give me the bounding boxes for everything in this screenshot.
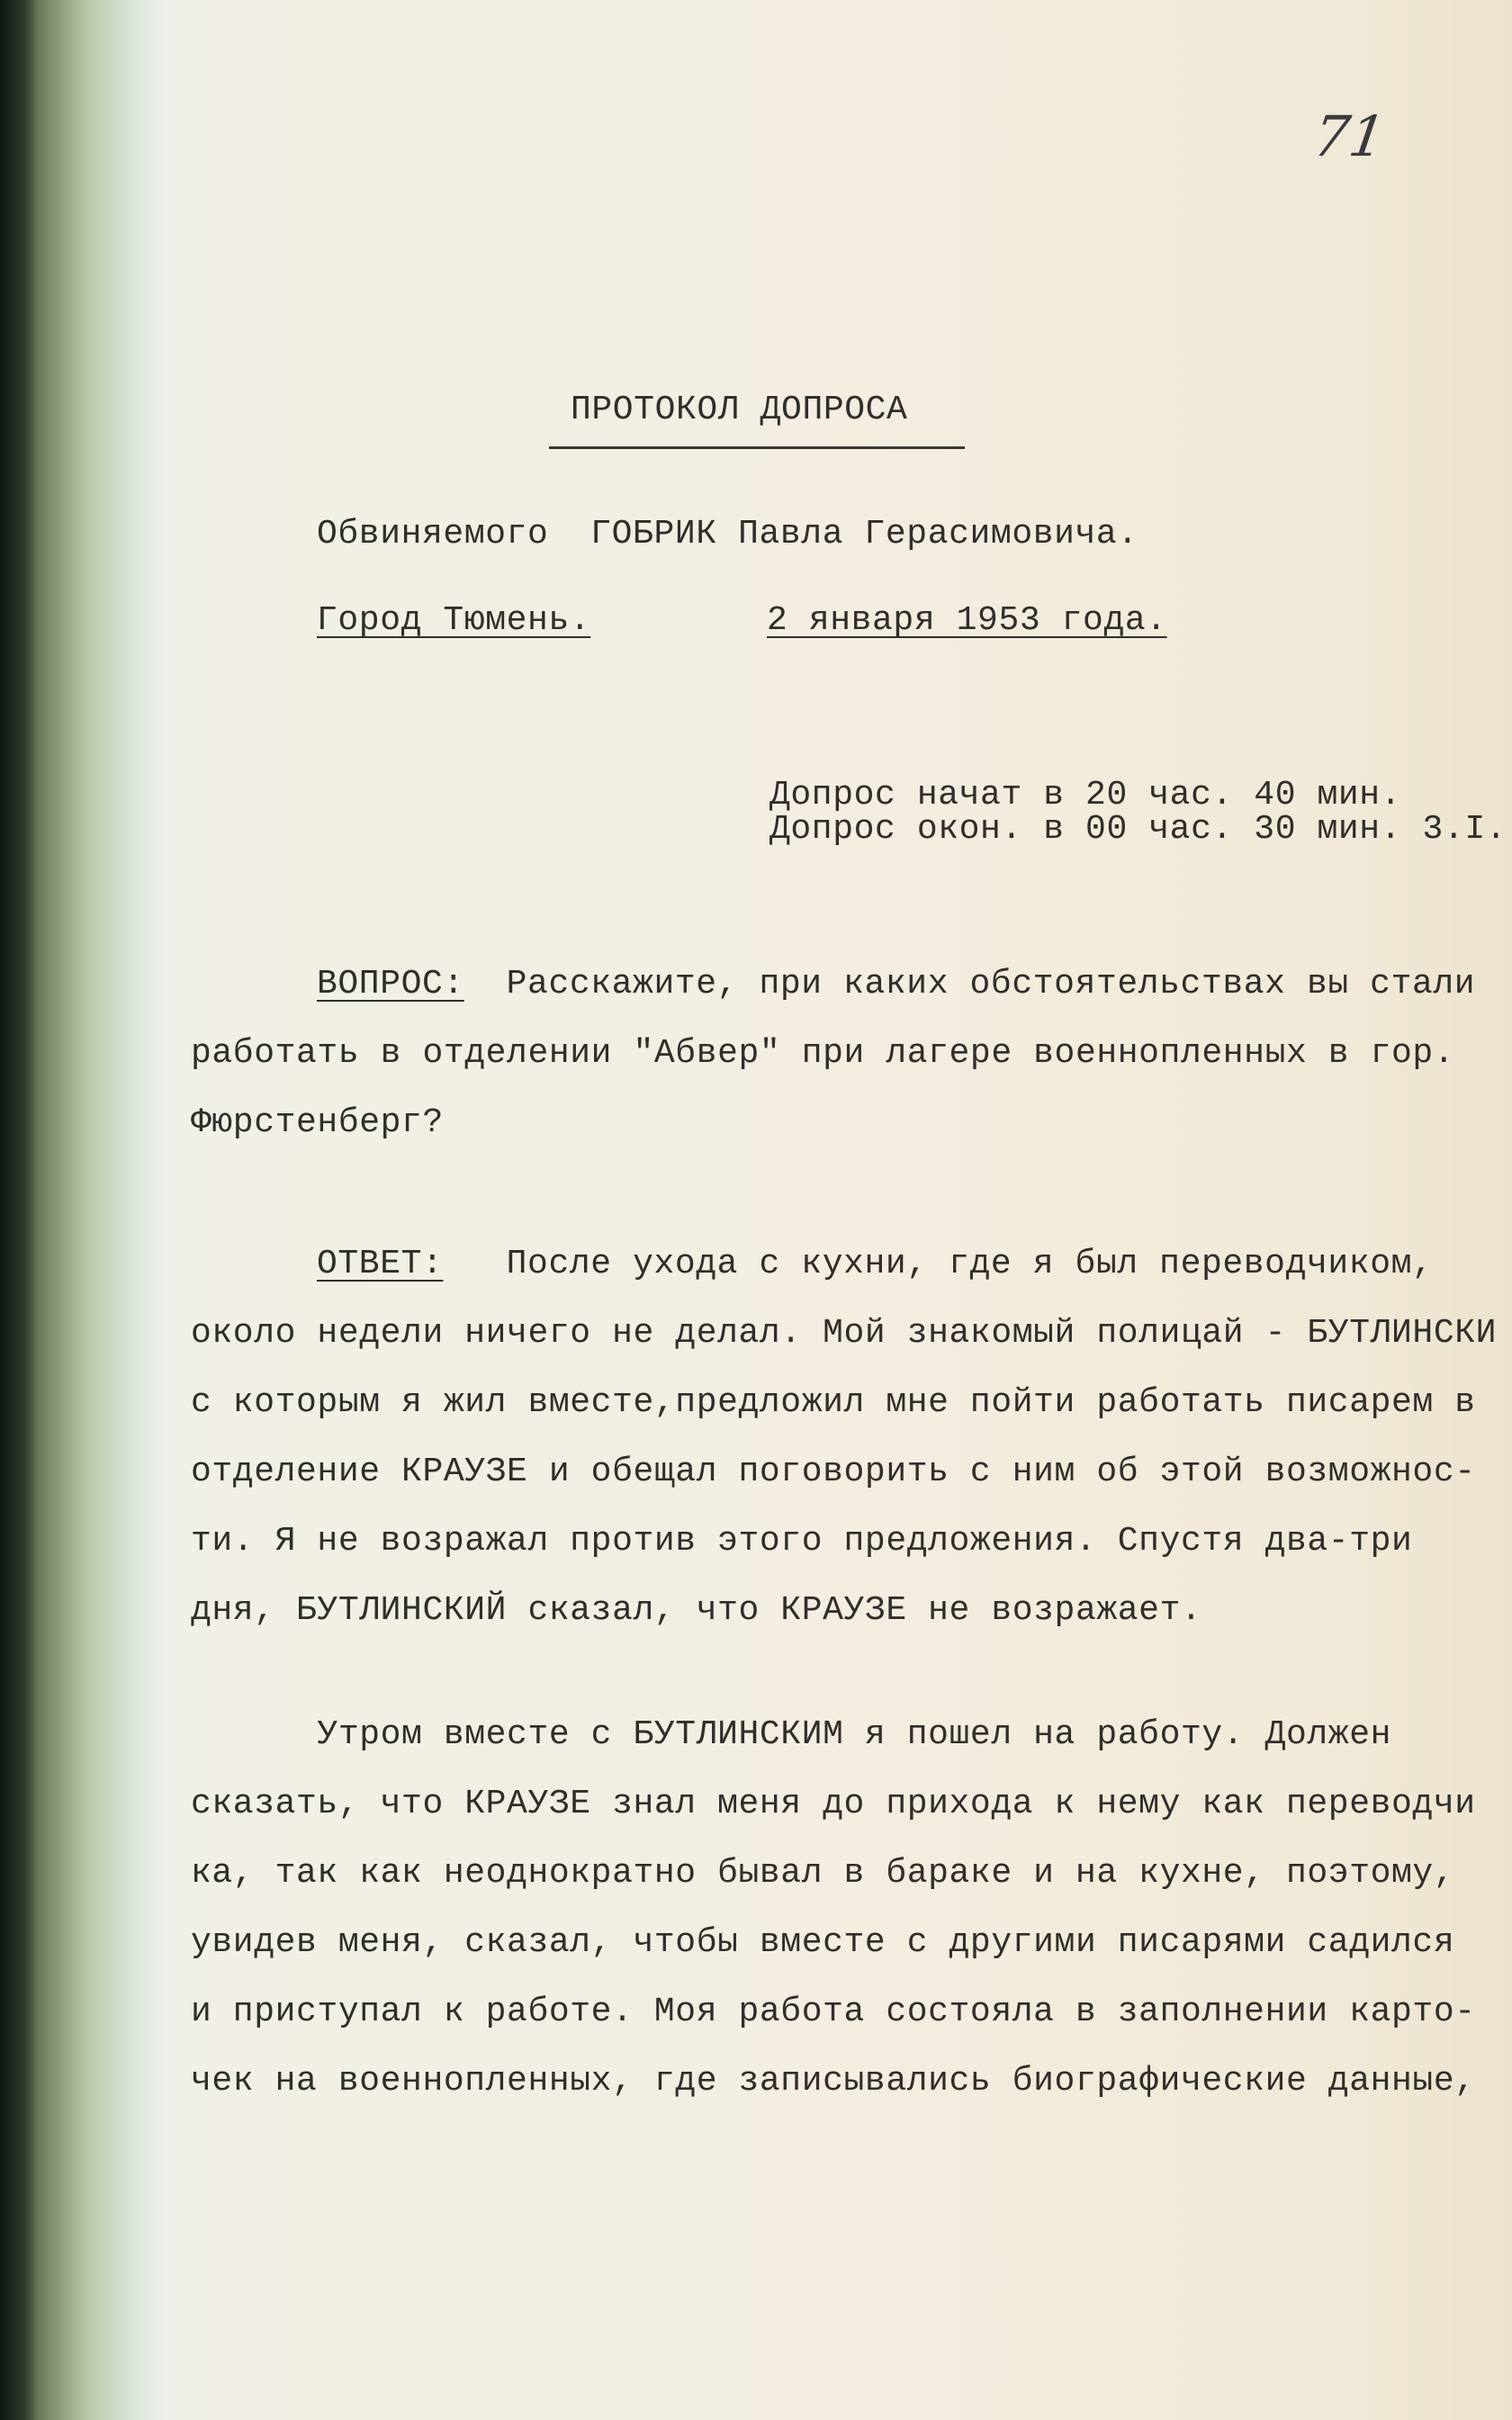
answer-line: около недели ничего не делал. Мой знакомый полицай - БУТЛИНСКИ: [191, 1314, 1498, 1353]
paragraph-line: чек на военнопленных, где записывались биографические данные,: [191, 2062, 1476, 2101]
answer-line: с которым я жил вместе,предложил мне пойти работать писарем в: [191, 1383, 1476, 1422]
question-line: работать в отделении "Абвер" при лагере военнопленных в гор.: [191, 1034, 1455, 1073]
interrogation-start-time: Допрос начат в 20 час. 40 мин.: [770, 776, 1402, 814]
paragraph-line: Утром вместе с БУТЛИНСКИМ я пошел на работу. Должен: [191, 1715, 1392, 1754]
page-number-handwritten: 71: [1309, 103, 1390, 169]
answer-line: дня, БУТЛИНСКИЙ сказал, что КРАУЗЕ не возражает.: [191, 1591, 1202, 1630]
paragraph-line: увидев меня, сказал, чтобы вместе с другими писарями садился: [191, 1923, 1455, 1962]
paragraph-line: ка, так как неоднократно бывал в бараке и на кухне, поэтому,: [191, 1854, 1455, 1893]
question-label: ВОПРОС:: [317, 965, 464, 1003]
subject-line: Обвиняемого ГОБРИК Павла Герасимовича.: [317, 515, 1138, 553]
answer-line: отделение КРАУЗЕ и обещал поговорить с ним об этой возможнос-: [191, 1453, 1476, 1491]
answer-line: ти. Я не возражал против этого предложения. Спустя два-три: [191, 1522, 1413, 1561]
answer-text-start: После ухода с кухни, где я был переводчиком,: [443, 1245, 1434, 1283]
question-first-line: [317, 965, 1475, 1004]
paragraph-line: и приступал к работе. Моя работа состояла в заполнении карто-: [191, 1993, 1476, 2031]
date-line: 2 января 1953 года.: [767, 601, 1167, 640]
place-line: Город Тюмень.: [317, 601, 591, 640]
answer-label: ОТВЕТ:: [317, 1245, 444, 1283]
question-line: Фюрстенберг?: [191, 1103, 444, 1142]
binding-shadow: [0, 0, 36, 2420]
document-title: ПРОТОКОЛ ДОПРОСА: [571, 391, 908, 429]
interrogation-end-time: Допрос окон. в 00 час. 30 мин. 3.I.: [770, 810, 1508, 849]
paragraph-line: сказать, что КРАУЗЕ знал меня до прихода к нему как переводчи: [191, 1785, 1476, 1823]
answer-first-line: [317, 1245, 1433, 1284]
title-underline: [549, 446, 965, 449]
question-text-start: Расскажите, при каких обстоятельствах вы стали: [464, 965, 1476, 1003]
